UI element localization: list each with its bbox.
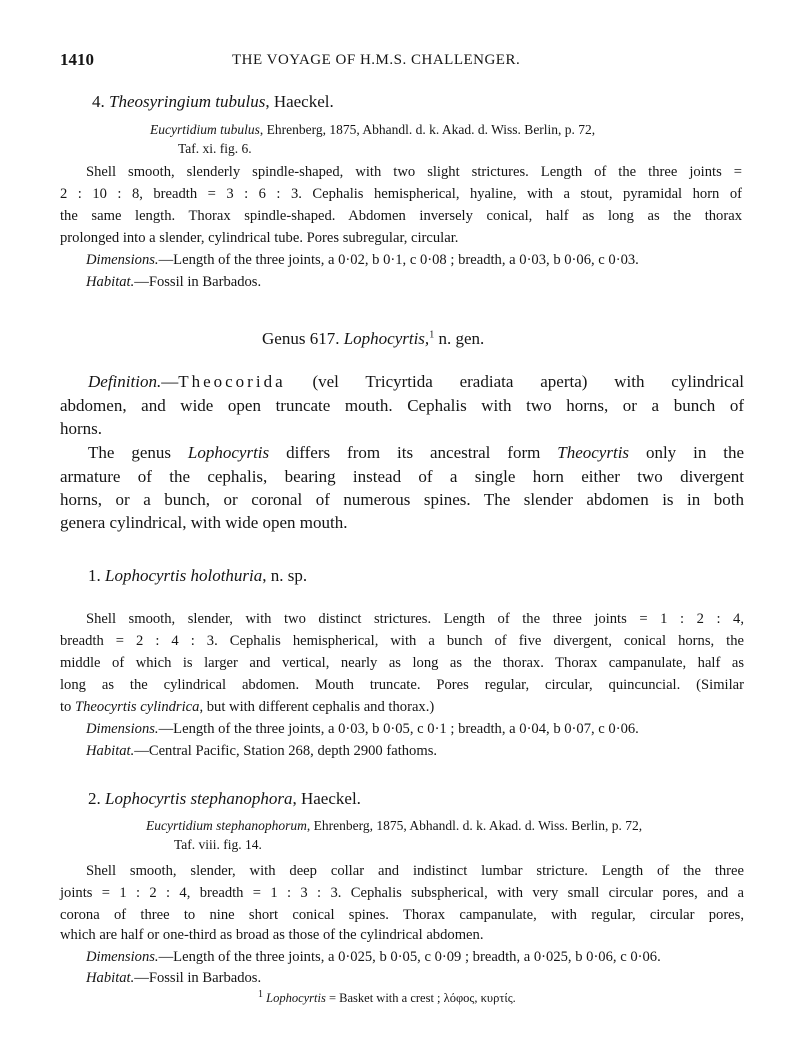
species-4-line-4: prolonged into a slender, cylindrical tube. Pores subregular, circular. [60,230,459,246]
footnote [258,988,516,1006]
species-name: Lophocyrtis stephanophora [105,789,293,808]
species-4-habitat [86,271,261,293]
species-2-reference [146,818,642,834]
family-name: Theocorida [178,372,286,391]
habitat-text: —Fossil in Barbados. [134,970,262,986]
species-ref-name: Theocyrtis cylindrica [75,699,200,715]
species-4-line-1: Shell smooth, slenderly spindle-shaped, with two slight strictures. Length of the three joints = [86,164,742,180]
species-author: , n. sp. [262,566,308,585]
species-2-line-3: corona of three to nine short conical spines. Thorax campanulate, with regular, circular pores, [60,907,744,923]
species-1-line-5: to Theocyrtis cylindrica, but with different cephalis and thorax.) [60,699,435,715]
species-number: 4. [92,92,105,111]
species-4-dimensions [86,249,639,271]
species-1-habitat [86,740,437,762]
dimensions-label: Dimensions. [86,721,159,737]
genus-prefix: Genus 617. [262,329,340,348]
definition-line-1: Definition.—Theocorida (vel Tricyrtida eradiata aperta) with cylindrical [88,372,744,391]
footnote-number: 1 [258,988,263,1000]
habitat-label: Habitat. [86,743,135,759]
reference-text: , Ehrenberg, 1875, Abhandl. d. k. Akad. d. Wiss. Berlin, p. 72, [259,122,596,137]
reference-name: Eucyrtidium tubulus [150,122,260,137]
species-2-dimensions [86,946,661,968]
reference-text: , Ehrenberg, 1875, Abhandl. d. k. Akad. d. Wiss. Berlin, p. 72, [306,818,643,833]
dimensions-label: Dimensions. [86,949,159,965]
habitat-text: —Central Pacific, Station 268, depth 2900 fathoms. [134,743,438,759]
species-1-line-3: middle of which is larger and vertical, nearly as long as the thorax. Thorax campanulate, half as [60,655,744,671]
dimensions-text: —Length of the three joints, a 0·025, b 0·05, c 0·09 ; breadth, a 0·025, b 0·06, c 0·06. [158,949,661,965]
species-2-line-4: which are half or one-third as broad as those of the cylindrical abdomen. [60,927,484,943]
species-author: , Haeckel. [265,92,334,111]
habitat-label: Habitat. [86,274,135,290]
species-2-habitat [86,967,261,989]
species-4-line-2: 2 : 10 : 8, breadth = 3 : 6 : 3. Cephalis hemispherical, hyaline, with a stout, pyramidal horn of [60,186,742,202]
species-number: 2. [88,789,101,808]
species-2-reference-plate: Taf. viii. fig. 14. [174,837,262,852]
genus-name: Lophocyrtis, [343,329,430,348]
species-2-line-1: Shell smooth, slender, with deep collar and indistinct lumbar stricture. Length of the three [86,863,744,879]
running-title: THE VOYAGE OF H.M.S. CHALLENGER. [232,52,521,68]
species-4-heading [92,92,334,112]
genus-paragraph-line-4: genera cylindrical, with wide open mouth. [60,513,348,532]
dimensions-text: —Length of the three joints, a 0·02, b 0·1, c 0·08 ; breadth, a 0·03, b 0·06, c 0·03. [158,252,639,268]
species-name: Lophocyrtis holothuria [105,566,263,585]
habitat-text: —Fossil in Barbados. [134,274,262,290]
species-4-reference [150,122,595,138]
habitat-label: Habitat. [86,970,135,986]
genus-suffix: n. gen. [434,329,485,348]
footnote-marker: 1 [429,329,435,341]
genus-paragraph-line-2: armature of the cephalis, bearing instead of a single horn either two divergent [60,467,744,486]
genus-heading [262,329,484,349]
definition-line-2: abdomen, and wide open truncate mouth. Cephalis with two horns, or a bunch of [60,396,744,415]
dimensions-label: Dimensions. [86,252,159,268]
species-4-line-3: the same length. Thorax spindle-shaped. Abdomen inversely conical, half as long as the thorax [60,208,742,224]
species-1-line-2: breadth = 2 : 4 : 3. Cephalis hemispherical, with a bunch of five divergent, conical horns, the [60,633,744,649]
species-number: 1. [88,566,101,585]
reference-name: Eucyrtidium stephanophorum [146,818,307,833]
species-2-line-2: joints = 1 : 2 : 4, breadth = 1 : 3 : 3. Cephalis subspherical, with very small circular pores, and a [60,885,744,901]
genus-paragraph-line-1: The genus Lophocyrtis differs from its ancestral form Theocyrtis only in the [88,443,745,462]
species-1-line-4: long as the cylindrical abdomen. Mouth truncate. Pores regular, circular, quincuncial. (Similar [60,677,744,693]
species-author: , Haeckel. [292,789,361,808]
dimensions-text: —Length of the three joints, a 0·03, b 0·05, c 0·1 ; breadth, a 0·04, b 0·07, c 0·06. [158,721,639,737]
species-name: Theosyringium tubulus [109,92,266,111]
species-2-heading [88,789,361,809]
definition-line-3: horns. [60,419,103,438]
species-1-dimensions [86,718,639,740]
species-1-heading [88,566,307,586]
footnote-term: Lophocyrtis [266,991,326,1005]
page-number: 1410 [60,50,94,69]
footnote-text: = Basket with a crest ; λόφος, κυρτίς. [325,991,516,1005]
definition-label: Definition. [88,372,162,391]
species-4-reference-plate: Taf. xi. fig. 6. [178,141,252,156]
species-1-line-1: Shell smooth, slender, with two distinct strictures. Length of the three joints = 1 : 2 : 4, [86,611,744,627]
genus-paragraph-line-3: horns, or a bunch, or coronal of numerous spines. The slender abdomen is in both [60,490,744,509]
